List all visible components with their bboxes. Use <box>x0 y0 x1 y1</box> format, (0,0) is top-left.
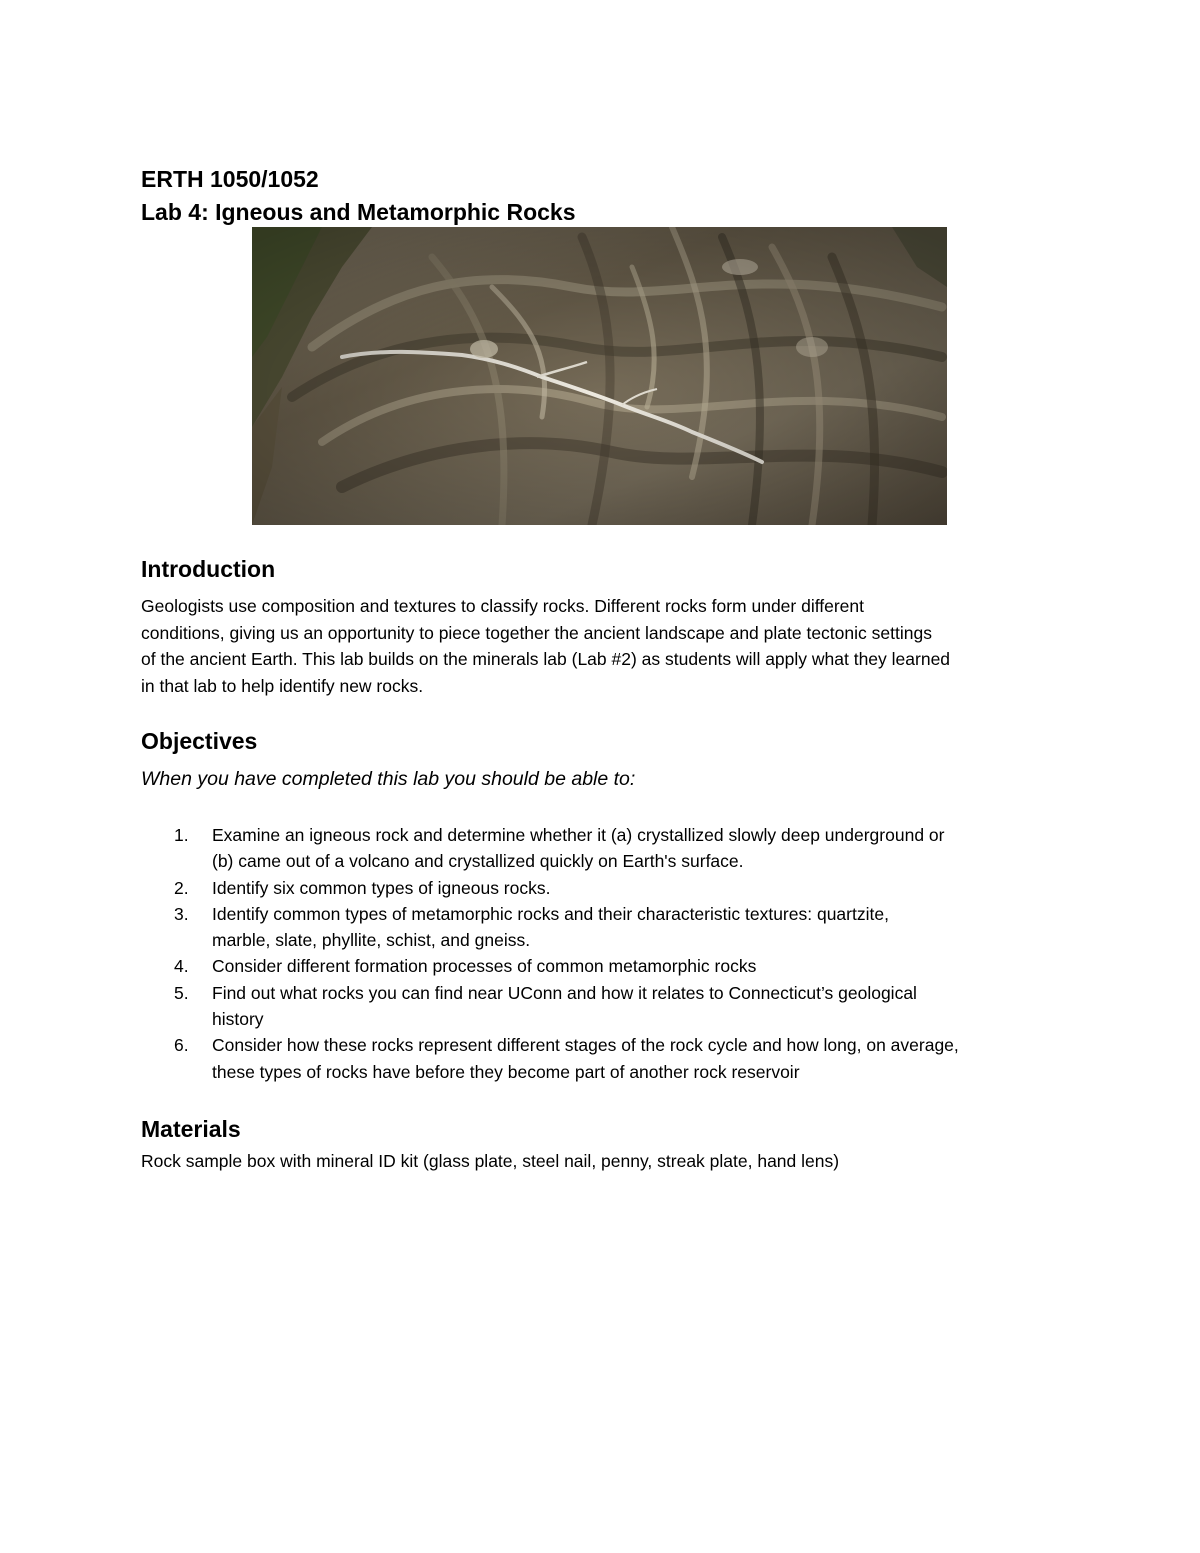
introduction-line: Geologists use composition and textures to classify rocks. Different rocks form under different <box>141 596 865 616</box>
objective-item <box>141 953 1081 979</box>
objectives-lead: When you have completed this lab you should be able to: <box>141 768 636 790</box>
objective-number: 2. <box>174 877 189 898</box>
objective-text: Identify common types of metamorphic rocks and their characteristic textures: quartzite, <box>212 903 889 924</box>
objective-number: 1. <box>174 825 189 845</box>
objective-item <box>141 1032 1081 1085</box>
objective-text: Find out what rocks you can find near UConn and how it relates to Connecticut’s geological <box>212 982 917 1003</box>
objective-number: 3. <box>174 903 189 924</box>
objectives-heading: Objectives <box>141 728 258 754</box>
objective-text: marble, slate, phyllite, schist, and gneiss. <box>212 930 531 951</box>
objective-item <box>141 980 1081 1033</box>
objective-text: Examine an igneous rock and determine whether it (a) crystallized slowly deep underground or <box>212 825 945 845</box>
course-code: ERTH 1050/1052 <box>141 166 319 192</box>
introduction-line: conditions, giving us an opportunity to piece together the ancient landscape and plate tectonic settings <box>141 622 932 643</box>
materials-heading: Materials <box>141 1116 241 1142</box>
introduction-line: of the ancient Earth. This lab builds on the minerals lab (Lab #2) as students will apply what they learned <box>141 649 951 669</box>
objective-item <box>141 822 1081 875</box>
objective-text: these types of rocks have before they become part of another rock reservoir <box>212 1061 800 1082</box>
objective-number: 6. <box>174 1035 189 1056</box>
objective-number: 5. <box>174 982 189 1003</box>
lab-title: Lab 4: Igneous and Metamorphic Rocks <box>141 199 576 225</box>
objectives-list <box>141 822 1081 1085</box>
objective-text: Consider different formation processes of common metamorphic rocks <box>212 956 757 977</box>
introduction-paragraph <box>141 593 1071 699</box>
objective-text: Identify six common types of igneous rocks. <box>212 877 551 898</box>
materials-text: Rock sample box with mineral ID kit (glass plate, steel nail, penny, streak plate, hand lens) <box>141 1151 840 1171</box>
objective-text: (b) came out of a volcano and crystallized quickly on Earth's surface. <box>212 851 744 872</box>
introduction-heading: Introduction <box>141 556 276 582</box>
introduction-line: in that lab to help identify new rocks. <box>141 675 424 696</box>
objective-item <box>141 875 1081 901</box>
folded-gneiss-rock-photo <box>252 227 947 525</box>
objective-number: 4. <box>174 956 189 977</box>
objective-text: history <box>212 1009 264 1030</box>
objective-item <box>141 901 1081 954</box>
objective-text: Consider how these rocks represent different stages of the rock cycle and how long, on average, <box>212 1035 959 1056</box>
